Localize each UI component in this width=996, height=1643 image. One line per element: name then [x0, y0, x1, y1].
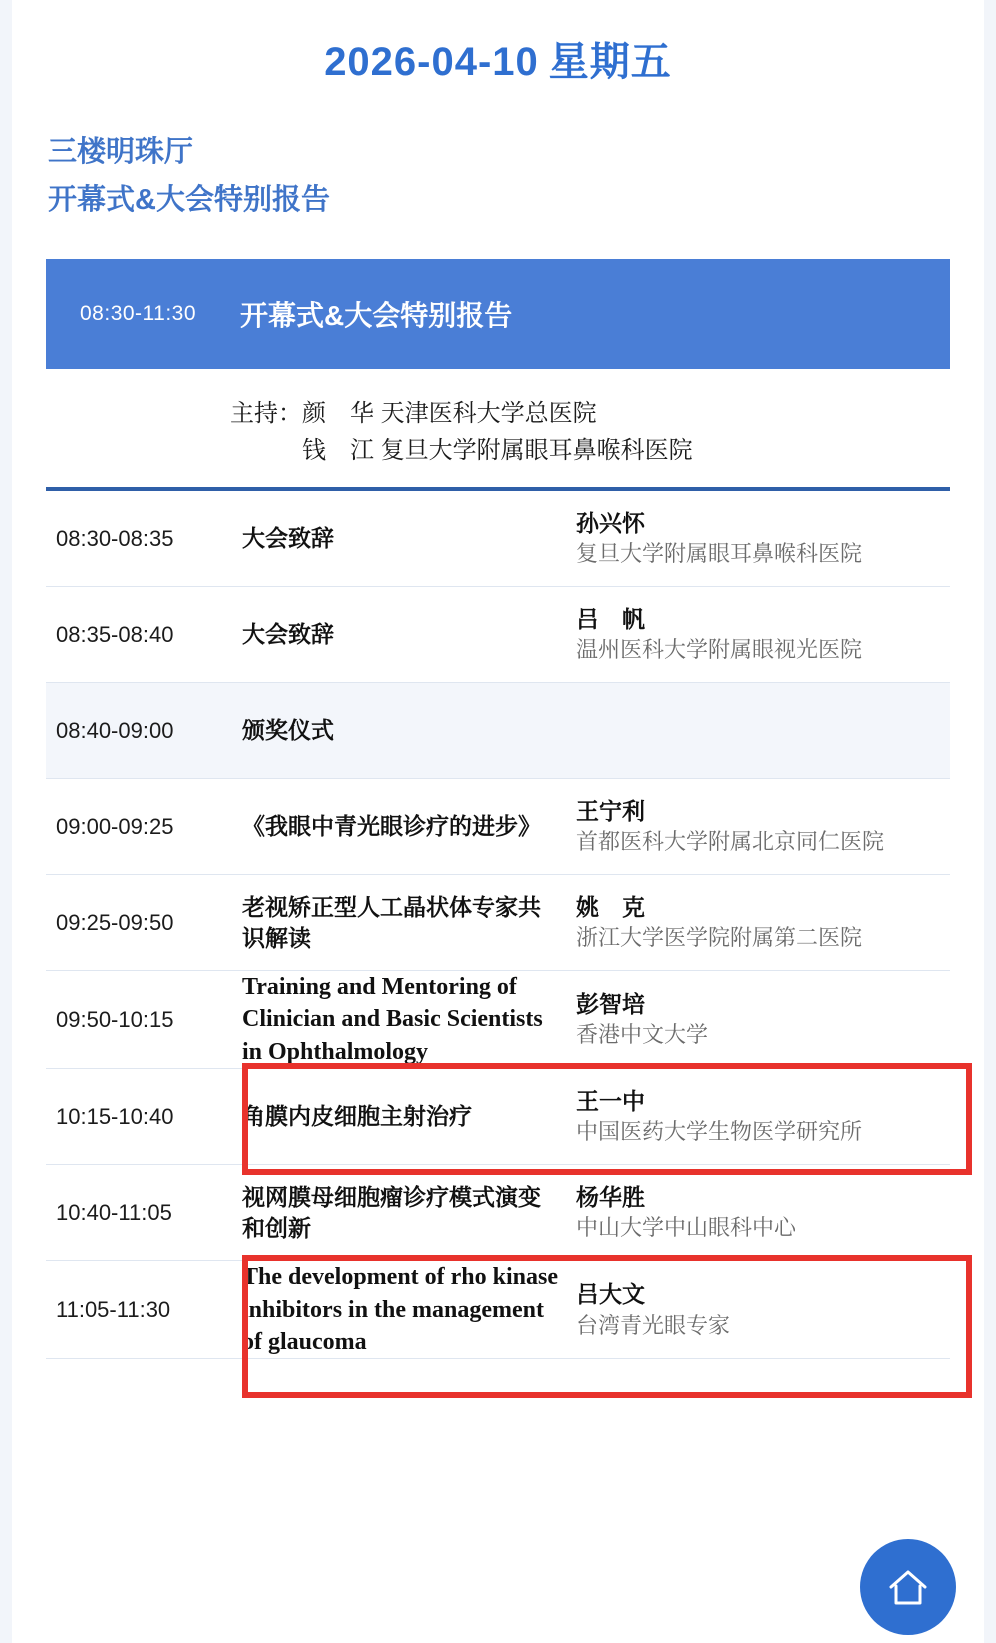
table-row	[46, 491, 950, 587]
talk-speaker-block	[572, 1086, 950, 1147]
speaker-affiliation: 中国医药大学生物医学研究所	[576, 1119, 863, 1145]
talk-title: 大会致辞	[242, 525, 334, 552]
session-time: 08:30-11:30	[80, 301, 197, 325]
table-row	[46, 779, 950, 875]
weekday-text: 星期五	[548, 40, 672, 84]
table-row	[46, 587, 950, 683]
page-title	[12, 0, 984, 87]
talk-speaker-block	[572, 1279, 950, 1340]
table-row	[46, 875, 950, 971]
talk-speaker-block	[572, 796, 950, 857]
talk-title: 颁奖仪式	[242, 717, 334, 744]
speaker-affiliation: 中山大学中山眼科中心	[576, 1215, 797, 1241]
speaker-name: 彭智培	[576, 991, 645, 1018]
talk-title: 大会致辞	[242, 621, 334, 648]
talk-time: 09:50-10:15	[56, 1006, 174, 1032]
chair-row: 钱 江 复旦大学附属眼耳鼻喉科医院	[230, 436, 693, 464]
speaker-name: 王宁利	[576, 798, 645, 825]
page-content	[12, 0, 984, 1643]
talk-time: 08:35-08:40	[56, 621, 174, 647]
talk-time: 08:40-09:00	[56, 717, 174, 743]
speaker-name: 孙兴怀	[576, 510, 645, 537]
talk-title: 老视矫正型人工晶状体专家共识解读	[242, 893, 541, 951]
session-title: 开幕式&大会特别报告	[240, 299, 513, 331]
left-gutter	[0, 0, 12, 1643]
speaker-name: 杨华胜	[576, 1184, 645, 1211]
talk-speaker-block	[572, 508, 950, 569]
speaker-name: 王一中	[576, 1088, 645, 1115]
speaker-affiliation: 香港中文大学	[576, 1022, 709, 1048]
talk-title: 角膜内皮细胞主射治疗	[242, 1103, 472, 1130]
speaker-affiliation: 首都医科大学附属北京同仁医院	[576, 829, 885, 855]
talk-list	[46, 491, 950, 1359]
table-row	[46, 1165, 950, 1261]
talk-speaker-block	[572, 989, 950, 1050]
talk-title: Training and Mentoring of Clinician and Basic Scientists in Ophthalmology	[242, 974, 543, 1065]
talk-time: 11:05-11:30	[56, 1296, 171, 1322]
talk-time: 09:00-09:25	[56, 813, 174, 839]
speaker-affiliation: 台湾青光眼专家	[576, 1312, 731, 1338]
table-row	[46, 1261, 950, 1359]
speaker-name: 姚 克	[576, 894, 645, 921]
chair-row: 主持：颜 华 天津医科大学总医院	[230, 399, 597, 427]
talk-speaker-block	[572, 892, 950, 953]
speaker-name: 吕 帆	[576, 606, 645, 633]
speaker-name: 吕大文	[576, 1281, 645, 1308]
talk-title: The development of rho kinase inhibitors in the management of glaucoma	[242, 1264, 559, 1356]
talk-speaker-block	[572, 604, 950, 665]
talk-title: 《我眼中青光眼诊疗的进步》	[242, 813, 541, 840]
talk-time: 10:40-11:05	[56, 1199, 172, 1225]
home-button[interactable]	[860, 1539, 956, 1635]
talk-title: 视网膜母细胞瘤诊疗模式演变和创新	[242, 1183, 541, 1241]
venue-room: 三楼明珠厅	[48, 136, 194, 168]
talk-time: 09:25-09:50	[56, 909, 174, 935]
table-row	[46, 971, 950, 1069]
right-gutter	[984, 0, 996, 1643]
table-row	[46, 1069, 950, 1165]
talk-speaker-block	[572, 1182, 950, 1243]
venue-block	[48, 129, 984, 225]
speaker-affiliation: 温州医科大学附属眼视光医院	[576, 637, 863, 663]
speaker-affiliation: 浙江大学医学院附属第二医院	[576, 925, 863, 951]
chairs-block	[46, 395, 950, 469]
date-text: 2026-04-10	[324, 40, 539, 84]
home-icon	[881, 1560, 935, 1614]
talk-time: 08:30-08:35	[56, 525, 174, 551]
talk-time: 10:15-10:40	[56, 1103, 174, 1129]
session-header-bar	[46, 259, 950, 369]
venue-session: 开幕式&大会特别报告	[48, 183, 330, 216]
table-row	[46, 683, 950, 779]
speaker-affiliation: 复旦大学附属眼耳鼻喉科医院	[576, 541, 863, 567]
